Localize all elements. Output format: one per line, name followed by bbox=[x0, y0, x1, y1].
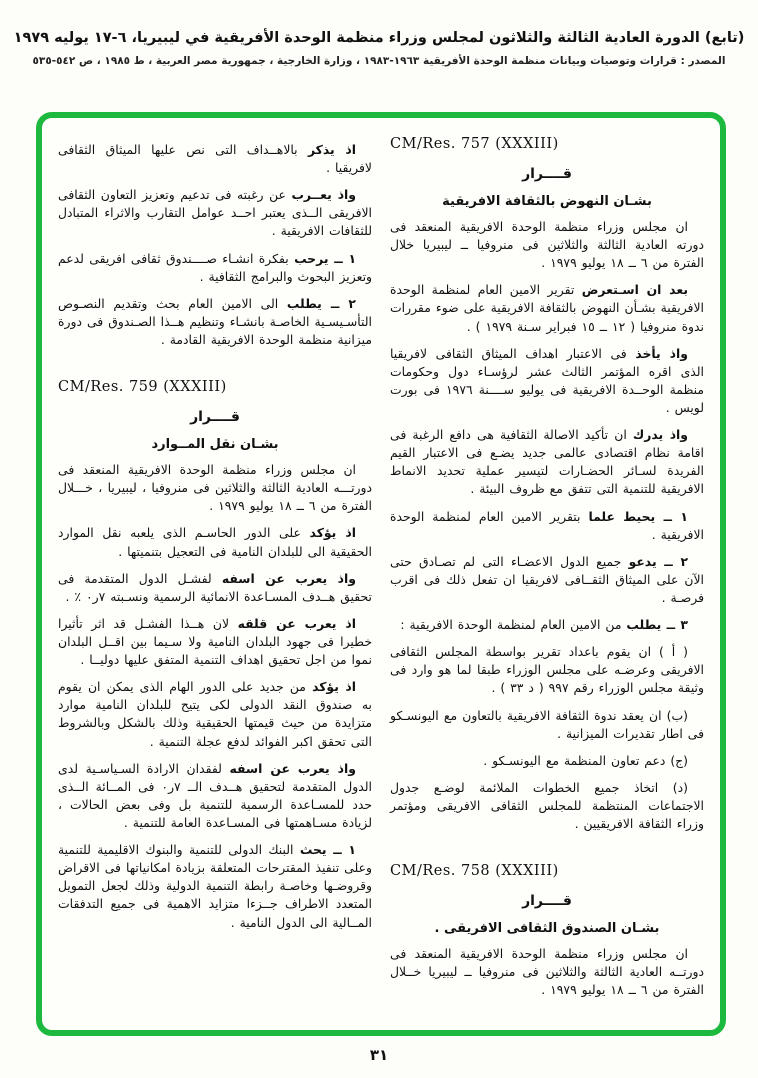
paragraph bbox=[390, 345, 704, 417]
paragraph-text: ان تأكيد الاصالة الثقافية هى دافع الرغبة فى اقامة نظام اقتصادى عالمى جديد يضـع فى الاعتبار القيم الفريدة لسـائر الحضـارات لتيسير عملية تحديد الانماط الافريقية للتنمية التى تتفق مع ظروف البيئة . bbox=[390, 427, 704, 497]
paragraph-text: الى الامين العام بحث وتقديم النصـوص التأسـيسـية الخاصـة بانشـاء وتنظيم هــذا الصـندوق فى دورة ميزانية منظمة الوحدة الافريقية القادمة . bbox=[58, 295, 372, 347]
source-citation: المصدر : قرارات وتوصيات وبيانات منظمة الوحدة الأفريقية ١٩٦٣-١٩٨٣ ، وزارة الخارجية ، جمهورية مصر العربية ، ط ١٩٨٥ ، ص ٥٤٢-٥٣٥ bbox=[32, 55, 726, 68]
paragraph-lead: ٢ ــ يدعو bbox=[628, 553, 689, 569]
paragraph-text: جميع الدول الاعضـاء التى لم تصـادق حتى الآن على الميثاق الثقــافى لافريقيا ان تفعل ذلك فى اقرب فرصـة . bbox=[390, 553, 704, 605]
page-number: ٣١ bbox=[369, 1046, 389, 1064]
resolution-subject: بشـان نقل المــوارد bbox=[151, 437, 279, 453]
paragraph bbox=[390, 426, 704, 498]
paragraph-text: بفكرة انشـاء صــــندوق ثقافى افريقى لدعم وتعزيز البحوث والبرامج الثقافية . bbox=[58, 250, 372, 284]
paragraph-text: ان مجلس وزراء منظمة الوحدة الافريقية المنعقد فى دورتــه العادية الثالثة والثلاثين فى منروفيا ــ ليبيريا خــلال الفترة من ٦ ــ ١٨ يوليو ١٩٧٩ . bbox=[390, 946, 704, 998]
paragraph-text: (ب) ان يعقد ندوة الثقافة الافريقية بالتعاون مع اليونسـكو فى اطار تقديرات الميزانية . bbox=[390, 707, 704, 741]
resolution-subject: بشـان الصندوق الثقافى الافريقى . bbox=[434, 921, 660, 937]
paragraph-text: (د) اتخاذ جميع الخطوات الملائمة لوضـع جدول الاجتماعات المنتظمة للمجلس الثقافى الافريقى ومؤتمر وزراء الثقافة الافريقيين . bbox=[390, 779, 704, 832]
paragraph-lead: واذ يعرب عن اسفه bbox=[221, 570, 356, 586]
paragraph-text: عن رغبته فى تدعيم وتعزيز التعاون الثقافى الافريقى الــذى يعتبر احــد عوامل التقارب والاثراء المتبادل للثقافات الافريقية . bbox=[58, 187, 372, 239]
paragraph-text: على الدور الحاسـم الذى يلعبه نقل الموارد الحقيقية الى للبلدان النامية فى التعجيل بتنميتها . bbox=[58, 525, 372, 559]
paragraph bbox=[58, 570, 372, 606]
paragraph bbox=[58, 461, 372, 515]
paragraph bbox=[58, 615, 372, 669]
paragraph-text: تقرير الامين العام لمنظمة الوحدة الافريقية بشـأن النهوض بالثقافة الافريقية على ضوء مقررات ندوة منروفيا ( ١٢ ــ ١٥ فبراير سـنة ١٩٧٩ ) . bbox=[390, 282, 704, 334]
paragraph bbox=[390, 218, 704, 272]
page-header bbox=[0, 28, 758, 67]
paragraph bbox=[58, 141, 372, 177]
paragraph-text: فى الاعتبار اهداف الميثاق الثقافى لافريقيا الذى اقره المؤتمر الثالث عشر لرؤسـاء دول وحكومات منظمة الوحــدة الافريقية فى يوليو ســــنة ١٩٧٦ فى بورت لويس . bbox=[390, 345, 704, 415]
paragraph bbox=[58, 524, 372, 560]
paragraph-lead: ١ ــ يحيط علما bbox=[588, 508, 688, 524]
paragraph bbox=[390, 752, 704, 770]
resolution-ref-757: CM/Res. 757 (XXXIII) bbox=[390, 136, 559, 152]
paragraph-text: ان مجلس وزراء منظمة الوحدة الافريقية المنعقد فى دورته العادية الثالثة والثلاثين فى منروفيا ــ ليبيريا خلال الفترة من ٦ ــ ١٨ يوليو ١٩٧٩ . bbox=[390, 219, 704, 271]
paragraph-lead: بعد ان اسـتعرض bbox=[581, 282, 688, 298]
paragraph bbox=[390, 945, 704, 999]
paragraph-text: من الامين العام لمنظمة الوحدة الافريقية : bbox=[400, 617, 627, 633]
paragraph-lead: واذ يعرب عن اسفه bbox=[229, 760, 356, 776]
paragraph bbox=[390, 553, 704, 607]
paragraph-text: بالاهــداف التى نص عليها الميثاق الثقافى لافريقيا . bbox=[58, 142, 372, 176]
paragraph-text: من جديد على الدور الهام الذى يمكن ان يقوم به صندوق النقد الدولى لكى يتيح للبلدان النامية موارد متزايدة من حيث قيمتها الحقيقية وذلك بالشكل وبالشروط التى تحقق اكبر الفوائد لدفع عجلة التنمية . bbox=[58, 679, 372, 749]
session-title: (تابع) الدورة العادية الثالثة والثلاثون لمجلس وزراء منظمة الوحدة الأفريقية في ليبيريا، ٦-١٧ يوليه ١٩٧٩ bbox=[13, 30, 745, 46]
paragraph-text: لفقدان الارادة السـياسـية لدى الدول المتقدمة لتحقيق هــدف الــ ٧ر٠ فى المــائة الــذى حدد للمسـاعدة الرسمية للتنمية بل وفى بعض الحالات ، لزيادة مسـاهمتها فى المسـاعدة العامة للتنمية . bbox=[58, 760, 372, 830]
paragraph bbox=[390, 643, 704, 697]
paragraph bbox=[58, 186, 372, 240]
paragraph-lead: واذ يأخذ bbox=[635, 345, 688, 361]
paragraph-lead: واذ يدرك bbox=[632, 427, 689, 443]
paragraph-text: البنك الدولى للتنمية والبنوك الاقليمية للتنمية وعلى تنفيذ المقترحات المتعلقة بزيادة امكانياتها فى الاقراض وقروضـها وخاصـة رابطة التنمية الدولية وذلك لجعل التمويل المتعدد الاطراف جــزءا متزايد الاهمية فى جميع التدفقات المــالية الى الدول النامية . bbox=[58, 842, 372, 930]
paragraph-lead: اذ يعرب عن قلقه bbox=[237, 615, 356, 631]
paragraph-text: ان مجلس وزراء منظمة الوحدة الافريقية المنعقد فى دورتـــه العادية الثالثة والثلاثين فى منروفيا ، ليبيريا ، خـــلال الفترة من ٦ ــ ١٨ يوليو ١٩٧٩ . bbox=[58, 462, 372, 514]
paragraph-text: لان هــذا الفشـل قد اثر تأثيرا خطيرا فى جهود البلدان النامية ولا سـيما بين اقــل البلدان نموا من اجل تحقيق اهداف التنمية المتفق عليها دوليــا . bbox=[58, 615, 372, 668]
paragraph bbox=[390, 707, 704, 743]
paragraph-lead: اذ يذكر bbox=[307, 142, 356, 157]
paragraph-lead: ١ ــ يرحب bbox=[294, 250, 357, 266]
paragraph-lead: ٢ ــ يطلب bbox=[286, 295, 356, 311]
paragraph-text: لفشـل الدول المتقدمة فى تحقيق هــدف المسـاعدة الانمائية الرسمية ونسـبته ٧ر٠ ٪ . bbox=[58, 570, 372, 604]
paragraph bbox=[390, 616, 704, 634]
paragraph bbox=[390, 281, 704, 335]
paragraph-lead: ٣ ــ يطلب bbox=[626, 617, 688, 633]
resolution-ref-759: CM/Res. 759 (XXXIII) bbox=[58, 379, 227, 396]
resolution-ref-758: CM/Res. 758 (XXXIII) bbox=[390, 863, 559, 880]
paragraph-text: بتقرير الامين العام لمنظمة الوحدة الافريقية . bbox=[390, 508, 704, 542]
document-frame bbox=[36, 112, 726, 1036]
paragraph-lead: اذ يؤكد bbox=[309, 525, 356, 541]
paragraph-lead: اذ يؤكد bbox=[312, 679, 356, 695]
column-left bbox=[58, 132, 372, 1020]
paragraph-text: ( أ ) ان يقوم باعداد تقرير بواسطة المجلس الثقافى الافريقى وعرضـه على مجلس الوزراء طبقا لما هو وارد فى وثيقة مجلس الوزراء رقم ٩٩٧ ( د ٣٣ ) . bbox=[390, 644, 704, 696]
paragraph-lead: واذ يعــرب bbox=[291, 187, 357, 203]
paragraph-text: (ج) دعم تعاون المنظمة مع اليونسـكو . bbox=[483, 752, 688, 768]
paragraph-lead: ١ ــ يحث bbox=[299, 842, 356, 858]
paragraph bbox=[390, 508, 704, 544]
paragraph bbox=[58, 678, 372, 750]
paragraph bbox=[58, 760, 372, 832]
column-right bbox=[390, 132, 704, 1020]
resolution-heading: قــــرار bbox=[522, 166, 572, 182]
paragraph bbox=[390, 779, 704, 833]
paragraph bbox=[58, 250, 372, 286]
paragraph bbox=[58, 295, 372, 349]
paragraph bbox=[58, 841, 372, 932]
resolution-heading: قــــرار bbox=[522, 893, 572, 910]
resolution-subject: بشـان النهوض بالثقافة الافريقية bbox=[442, 194, 652, 209]
resolution-heading: قــــرار bbox=[190, 409, 240, 426]
